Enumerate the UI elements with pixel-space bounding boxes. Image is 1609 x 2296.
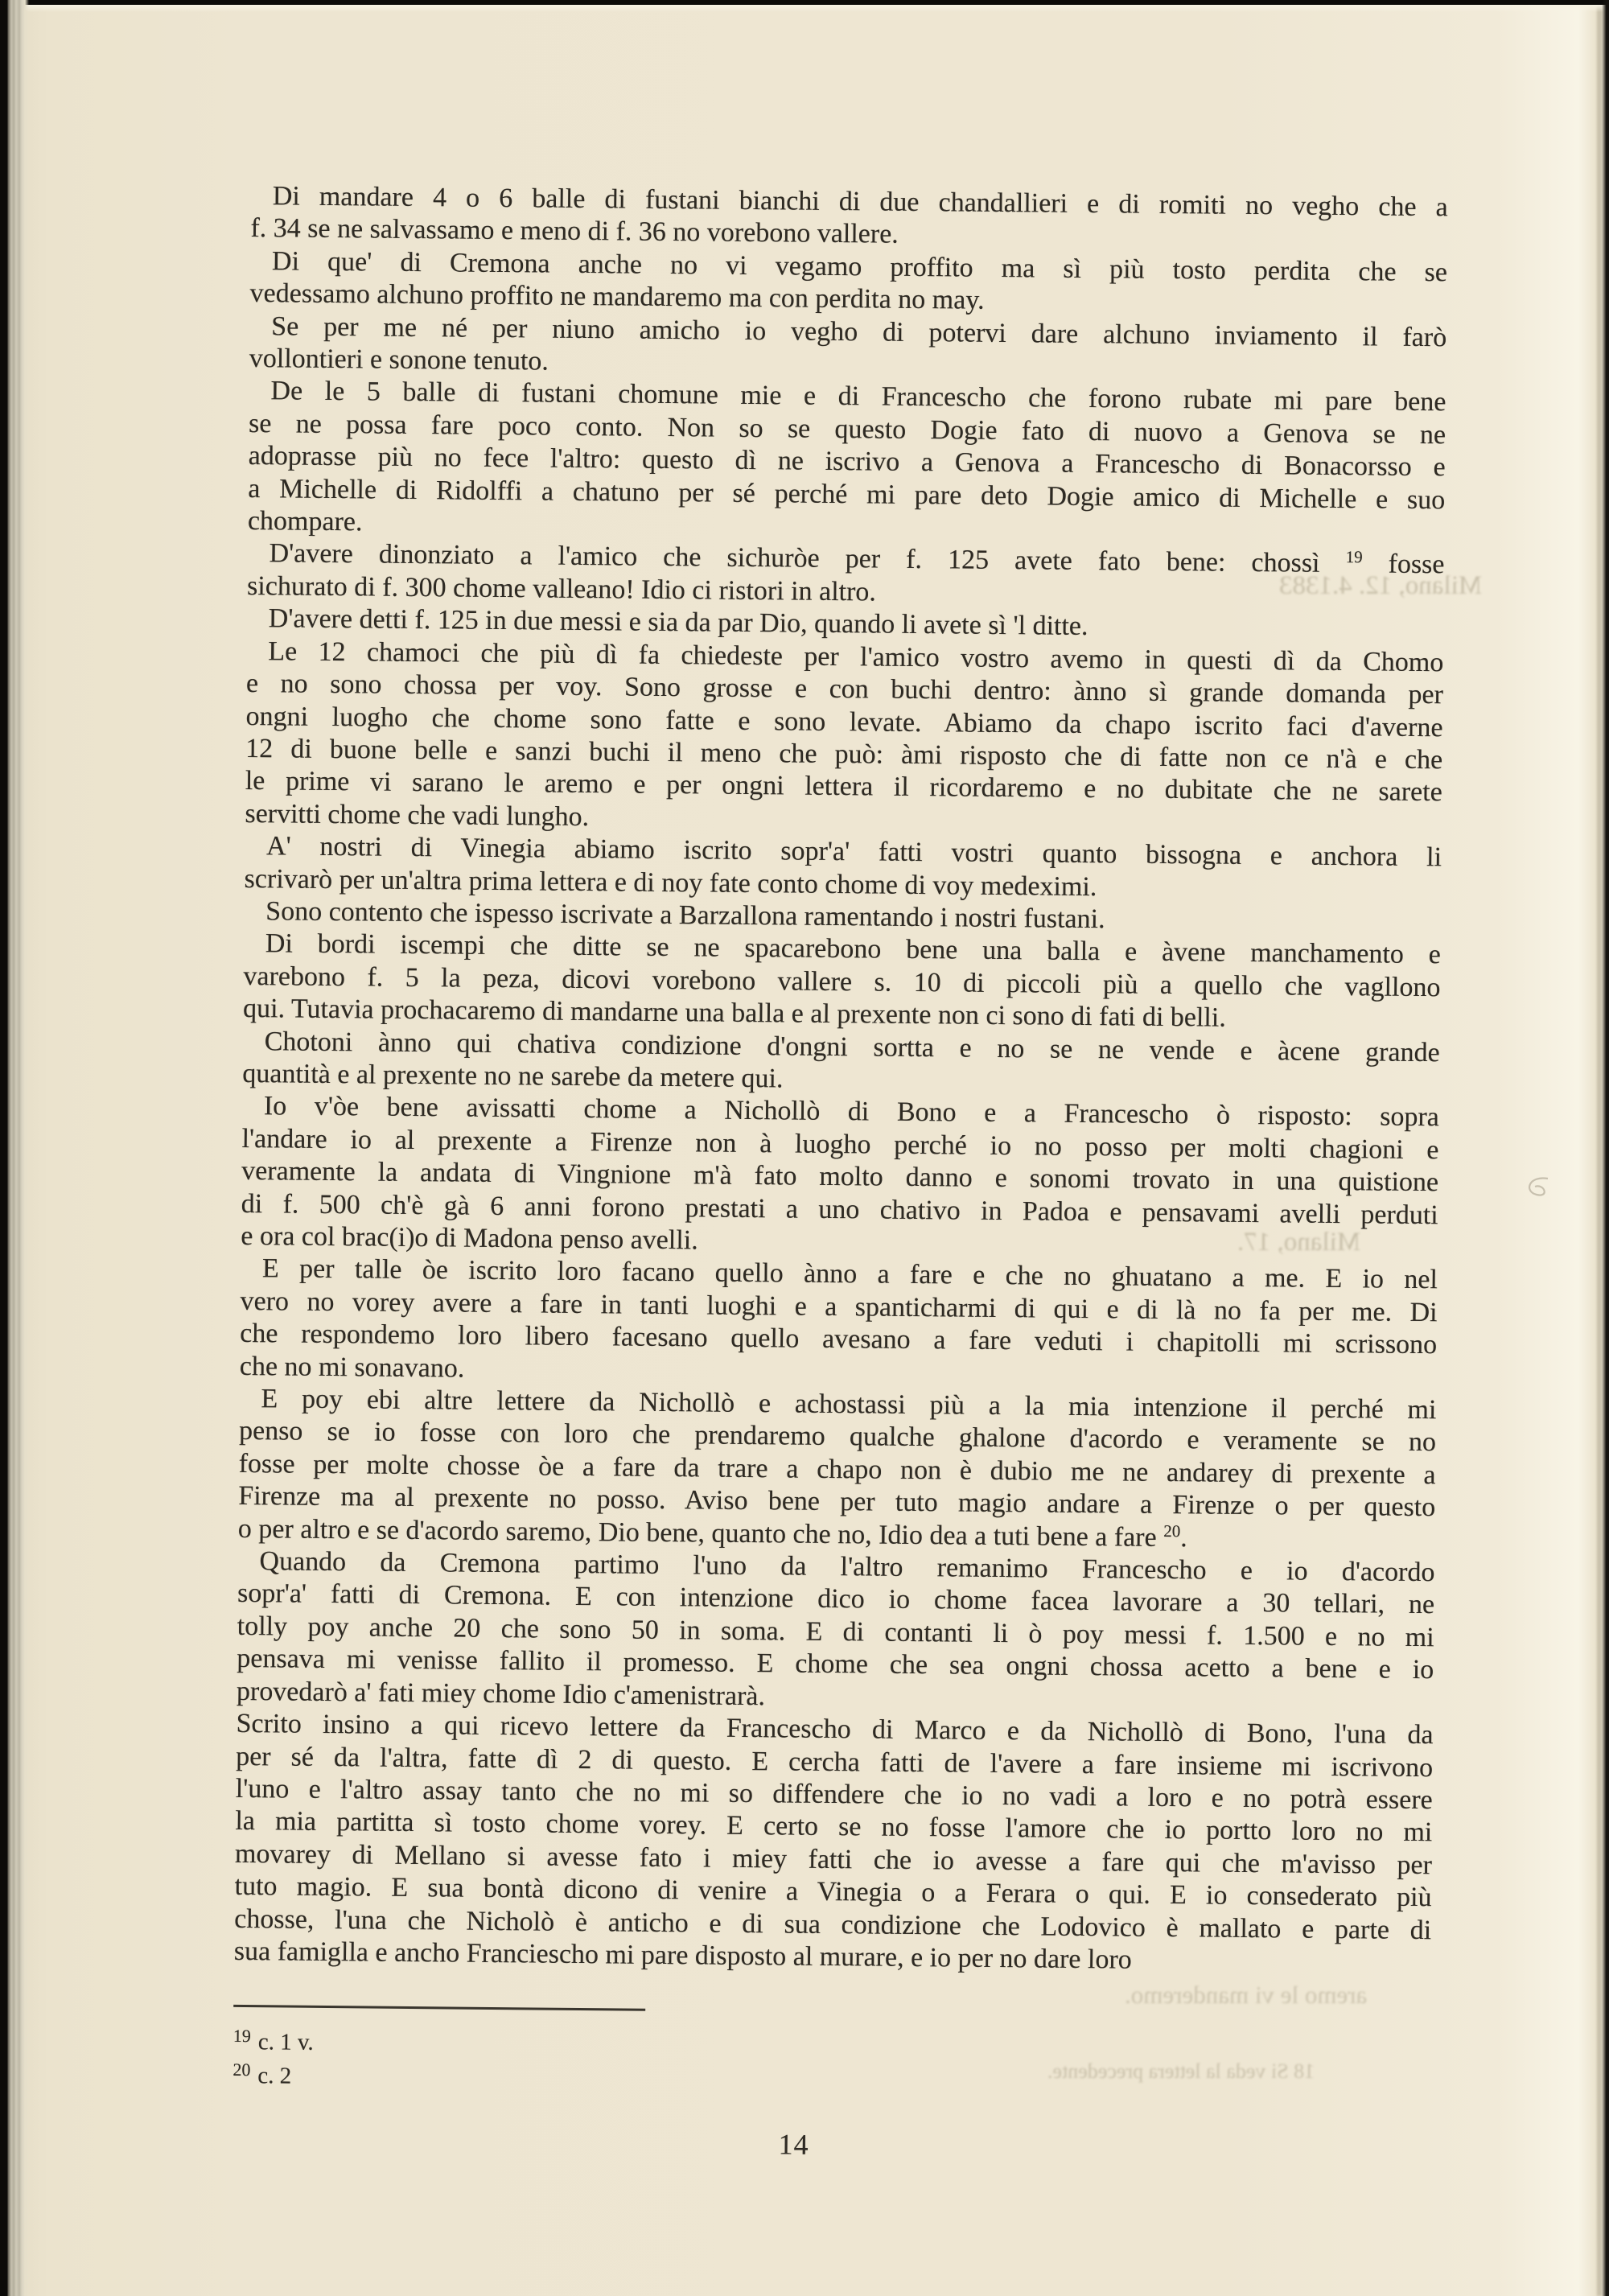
text-line: le prime vi sarano le aremo e per ongni lettera il ricordaremo e no dubitate che ne sarete	[245, 766, 1442, 808]
paragraph	[240, 1253, 1438, 1394]
paragraph	[242, 1026, 1440, 1102]
text-line: D'avere dinonziato a l'amico che sichuròe per f. 125 avete fato bene: chossì $^{19}$ fosse	[269, 538, 1445, 580]
text-line: D'avere detti f. 125 in due messi e sia da par Dio, quando li avete sì 'l ditte.	[268, 603, 1088, 642]
footnote	[233, 2026, 1430, 2065]
text-line: sua famiglla e ancho Franciescho mi pare disposto al murare, e io per no dare loro	[233, 1936, 1132, 1975]
text-line: se ne possa fare poco conto. Non so se questo Dogie fato di nuovo a Genova se ne	[248, 408, 1446, 451]
text-line: o per altro e se d'acordo saremo, Dio bene, quanto che no, Idio dea a tuti bene a fare $^{20}$.	[237, 1513, 1187, 1553]
paragraph	[241, 1090, 1439, 1264]
text-line: fosse per molte chosse òe a fare da trare a chapo non è dubio me ne andarey di prexente a	[238, 1448, 1436, 1491]
text-line: penso se io fosse con loro che prendaremo qualche ghalone d'acordo e veramente se no	[238, 1416, 1437, 1458]
text-line: che no mi sonavano.	[239, 1351, 465, 1384]
paragraph	[234, 1708, 1434, 1980]
text-line: Di que' di Cremona anche no vi vegamo proffito ma sì più tosto perdita che se	[271, 246, 1448, 288]
text-line: Chotoni ànno qui chativa condizione d'ongni sortta e no se ne vende e àcene grande	[264, 1026, 1440, 1068]
showthrough-text: Milano, 17.	[1237, 1228, 1361, 1257]
paragraph	[249, 245, 1447, 322]
paragraph	[247, 537, 1445, 614]
paragraphs	[234, 180, 1448, 1980]
text-line: chompare.	[247, 506, 363, 537]
text-block	[232, 180, 1448, 2167]
text-line: E poy ebi altre lettere da Nichollò e achostassi più a la mia intenzione il perché mi	[261, 1384, 1437, 1426]
paragraph	[250, 180, 1448, 257]
footnote	[233, 2059, 1430, 2099]
scan-edge-top	[0, 0, 1609, 5]
text-line: quantità e al prexente no ne sarebe da metere qui.	[242, 1058, 784, 1094]
footnote-text: c. 1 v.	[257, 2029, 314, 2056]
text-line: Firenze ma al prexente no posso. Aviso bene per tuto magio andare a Firenze o per questo	[238, 1481, 1436, 1523]
text-line: scrivarò per un'altra prima lettera e di noy fate conto chome di voy medeximi.	[244, 863, 1097, 902]
text-line: Di bordi iscempi che ditte se ne spacarebono bene una balla e àvene manchamento e	[265, 928, 1442, 970]
text-line: provedarò a' fati miey chome Idio c'amenistrarà.	[236, 1676, 766, 1711]
text-line: Io v'òe bene avissatti chome a Nichollò di Bono e a Francescho ò risposto: sopra	[263, 1091, 1440, 1133]
text-line: vollontieri e sonone tenuto.	[249, 344, 549, 376]
paragraph	[243, 928, 1441, 1036]
text-line: e no sono chossa per voy. Sono grosse e con buchi dentro: ànno sì grande domanda per	[245, 669, 1444, 710]
text-line: che respondemo loro libero facesano quello avesano a fare veduti i chapitolli mi scrissono	[240, 1319, 1438, 1360]
text-line: De le 5 balle di fustani chomune mie e di Francescho che forono rubate mi pare bene	[270, 376, 1446, 418]
footnote-marker: 20	[1163, 1520, 1181, 1541]
text-line: f. 34 se ne salvassamo e meno di f. 36 no vorebono vallere.	[250, 213, 899, 250]
text-line: tuto magio. E sua bontà dicono di venire a Vinegia o a Ferara o qui. E io consederato più	[234, 1871, 1432, 1913]
text-line: e ora col brac(i)o di Madona penso avelli.	[241, 1220, 698, 1256]
text-line: sopr'a' fatti di Cremona. E con intenzione dico io chome facea lavorare a 30 tellari, ne	[237, 1578, 1435, 1620]
text-line: la mia partitta sì tosto chome vorey. E certo se no fosse l'amore che io portto loro no mi	[235, 1806, 1433, 1848]
paragraph	[248, 375, 1446, 549]
paragraph	[238, 1383, 1437, 1557]
footnote-marker: 20	[233, 2059, 251, 2080]
text-line: Le 12 chamoci che più dì fa chiedeste per l'amico vostro avemo in questi dì da Chomo	[268, 636, 1444, 677]
text-line: pensava mi venisse fallito il promesso. E chome che sea ongni chossa acetto a bene e io	[237, 1644, 1434, 1685]
text-line: veramente la andata di Vingnione m'à fato molto danno e sonomi trovato in una quistione	[241, 1156, 1439, 1198]
book-binding-edge	[0, 0, 29, 2296]
text-line: Scrito insino a qui ricevo lettere da Francescho di Marco e da Nichollò di Bono, l'una da	[236, 1709, 1434, 1751]
text-line: Sono contento che ispesso iscrivate a Barzallona ramentando i nostri fustani.	[265, 896, 1105, 935]
footnote-text: c. 2	[257, 2063, 292, 2089]
text-line: servitti chome che vadi lungho.	[245, 798, 590, 832]
footnote-marker: 19	[233, 2026, 251, 2047]
text-line: di f. 500 ch'è gà 6 anni forono prestati a uno chativo in Padoa e pensavami avelli perduti	[241, 1188, 1438, 1230]
text-line: l'andare io al prexente a Firenze non à luogho perché io no posso per molti chagioni e	[241, 1123, 1439, 1166]
showthrough-text: Milano, 12. 4.1383	[1279, 571, 1483, 600]
text-line: A' nostri di Vinegia abiamo iscrito sopr'a' fatti vostri quanto bissogna e anchora li	[265, 831, 1442, 873]
page-number: 14	[778, 2128, 809, 2162]
paragraph	[237, 1545, 1435, 1719]
paragraph	[244, 830, 1442, 907]
text-line: Quando da Cremona partimo l'uno da l'altro remanimo Francescho e io d'acordo	[259, 1546, 1435, 1588]
text-line: 12 di buone belle e sanzi buchi il meno che può: àmi risposto che di fatte non ce n'à e che	[245, 733, 1443, 776]
text-line: movarey di Mellano si avesse fato i miey fatti che io avesse a fare qui che m'avisso per	[234, 1838, 1433, 1880]
showthrough-text: aremo le vi manderemo.	[1125, 1981, 1368, 2009]
paragraph	[249, 311, 1447, 387]
text-line: tolly poy anche 20 che sono 50 in soma. E di contanti li ò poy messi f. 1.500 e no mi	[237, 1611, 1434, 1653]
paragraph	[245, 636, 1443, 842]
footnote-rule	[233, 2005, 645, 2011]
footnote-marker: 19	[1345, 547, 1363, 567]
text-line: vedessamo alchuno proffito ne mandaremo ma con perdita no may.	[249, 278, 985, 315]
text-line: chosse, l'una che Nicholò è anticho e di sua condizione che Lodovico è mallato e parte di	[234, 1903, 1432, 1945]
text-line: ongni luogho che chome sono fatte e sono levate. Abiamo da chapo iscrito faci d'averne	[245, 701, 1443, 743]
text-line: E per talle òe iscrito loro facano quello ànno a fare e che no ghuatano a me. E io nel	[261, 1253, 1438, 1295]
text-line: Se per me né per niuno amicho io vegho di potervi dare alchuno inviamento il farò	[271, 311, 1447, 352]
showthrough-text: 18 Si veda la lettera precedente.	[1047, 2059, 1315, 2083]
text-line: Di mandare 4 o 6 balle di fustani bianchi di due chandallieri e di romiti no vegho che a	[272, 181, 1448, 223]
text-line: sichurato di f. 300 chome valleano! Idio ci ristori in altro.	[246, 570, 877, 607]
text-line: a Michelle di Ridolffi a chatuno per sé perché mi pare deto Dogie amico di Michelle e suo	[248, 473, 1446, 515]
text-line: per sé da l'altra, fatte dì 2 di questo. E cercha fatti de l'avere a fare insieme mi iscrivono	[236, 1741, 1434, 1783]
text-line: varebono f. 5 la peza, dicovi vorebono vallere s. 10 di piccoli più a quello che vagllono	[243, 961, 1441, 1002]
text-line: l'uno e l'altro assay tanto che no mi so diffendere che io no vadi a loro e no potrà essere	[235, 1773, 1433, 1816]
text-line: adoprasse più no fece l'altro: questo dì ne iscrivo a Genova a Francescho di Bonacorsso e	[248, 441, 1446, 483]
scan-edge-right	[1602, 0, 1609, 2296]
pencil-mark	[1512, 1171, 1561, 1235]
text-line: qui. Tutavia prochacaremo di mandarne una balla e al prexente non ci sono di fati di belli.	[242, 994, 1226, 1033]
text-line: vero no vorey avere a fare in tanti luoghi e a spanticharmi di qui e di là no fa per me. Di	[240, 1286, 1438, 1328]
